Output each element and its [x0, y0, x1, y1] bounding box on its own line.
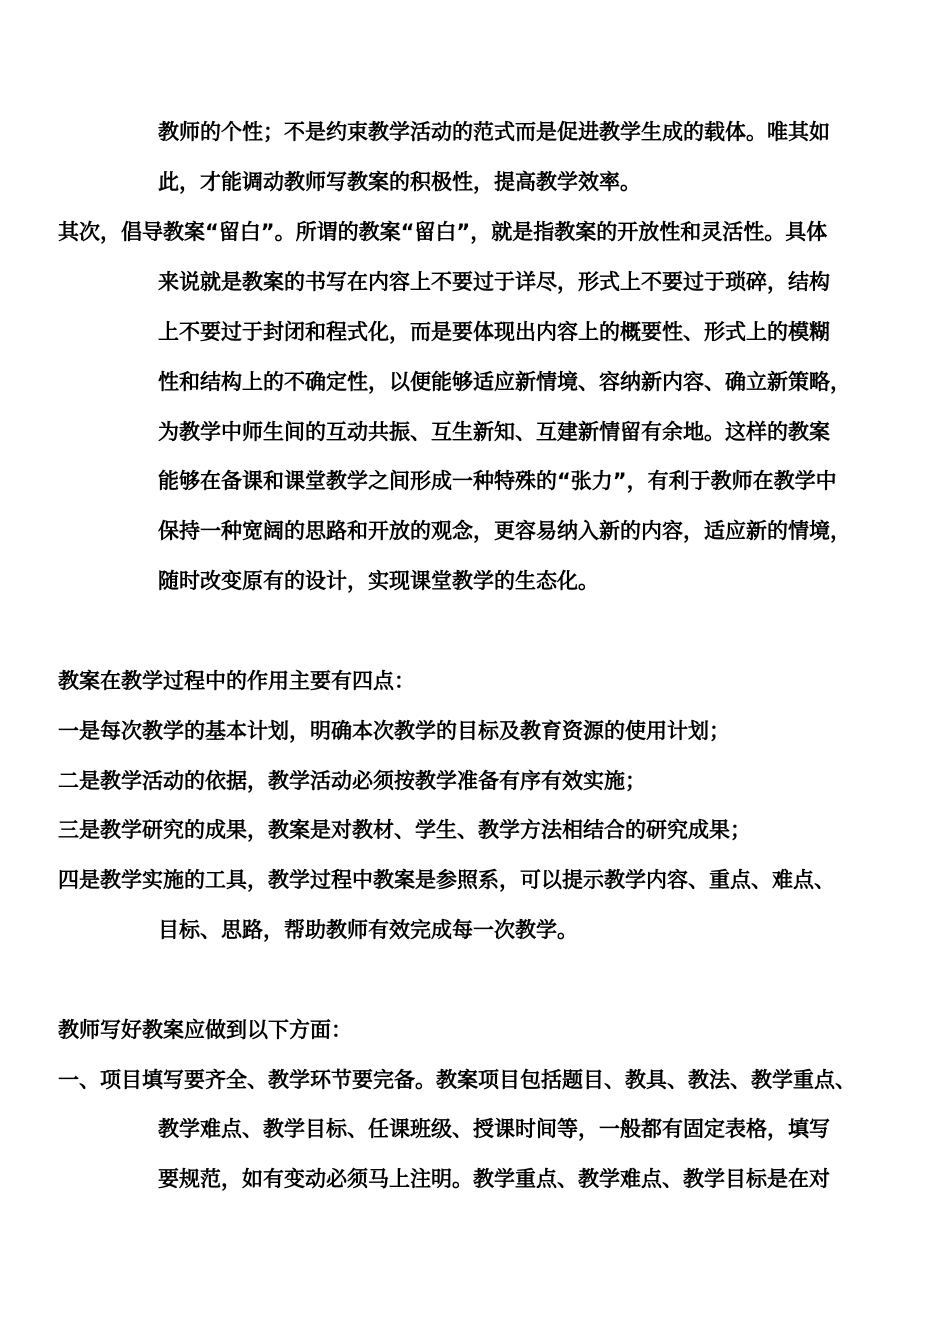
paragraph-line: 能够在备课和课堂教学之间形成一种特殊的“张力”，有利于教师在教学中 — [158, 469, 837, 493]
paragraph-line: 此，才能调动教师写教案的积极性，提高教学效率。 — [158, 170, 641, 194]
list-item-continuation: 教学难点、教学目标、任课班级、授课时间等，一般都有固定表格，填写 — [158, 1117, 830, 1141]
paragraph-line: 其次，倡导教案“留白”。所谓的教案“留白”，就是指教案的开放性和灵活性。具体 — [58, 220, 828, 244]
list-item: 二是教学活动的依据，教学活动必须按教学准备有序有效实施； — [58, 769, 646, 793]
list-item-continuation: 要规范，如有变动必须马上注明。教学重点、教学难点、教学目标是在对 — [158, 1167, 830, 1191]
list-item: 四是教学实施的工具，教学过程中教案是参照系，可以提示教学内容、重点、难点、 — [58, 868, 835, 892]
paragraph-line: 保持一种宽阔的思路和开放的观念，更容易纳入新的内容，适应新的情境， — [158, 519, 851, 543]
paragraph-line: 随时改变原有的设计，实现课堂教学的生态化。 — [158, 569, 599, 593]
paragraph-line: 教师的个性；不是约束教学活动的范式而是促进教学生成的载体。唯其如 — [158, 120, 830, 144]
paragraph-line: 上不要过于封闭和程式化，而是要体现出内容上的概要性、形式上的模糊 — [158, 320, 830, 344]
paragraph-line: 性和结构上的不确定性，以便能够适应新情境、容纳新内容、确立新策略， — [158, 370, 851, 394]
list-item: 三是教学研究的成果，教案是对教材、学生、教学方法相结合的研究成果； — [58, 818, 751, 842]
paragraph-line: 来说就是教案的书写在内容上不要过于详尽，形式上不要过于琐碎，结构 — [158, 270, 830, 294]
list-item: 一、项目填写要齐全、教学环节要完备。教案项目包括题目、教具、教法、教学重点、 — [58, 1068, 856, 1092]
list-item-continuation: 目标、思路，帮助教师有效完成每一次教学。 — [158, 918, 578, 942]
section-heading: 教师写好教案应做到以下方面： — [58, 1018, 352, 1042]
paragraph-line: 为教学中师生间的互动共振、互生新知、互建新情留有余地。这样的教案 — [158, 420, 830, 444]
section-heading: 教案在教学过程中的作用主要有四点： — [58, 669, 415, 693]
list-item: 一是每次教学的基本计划，明确本次教学的目标及教育资源的使用计划； — [58, 719, 730, 743]
